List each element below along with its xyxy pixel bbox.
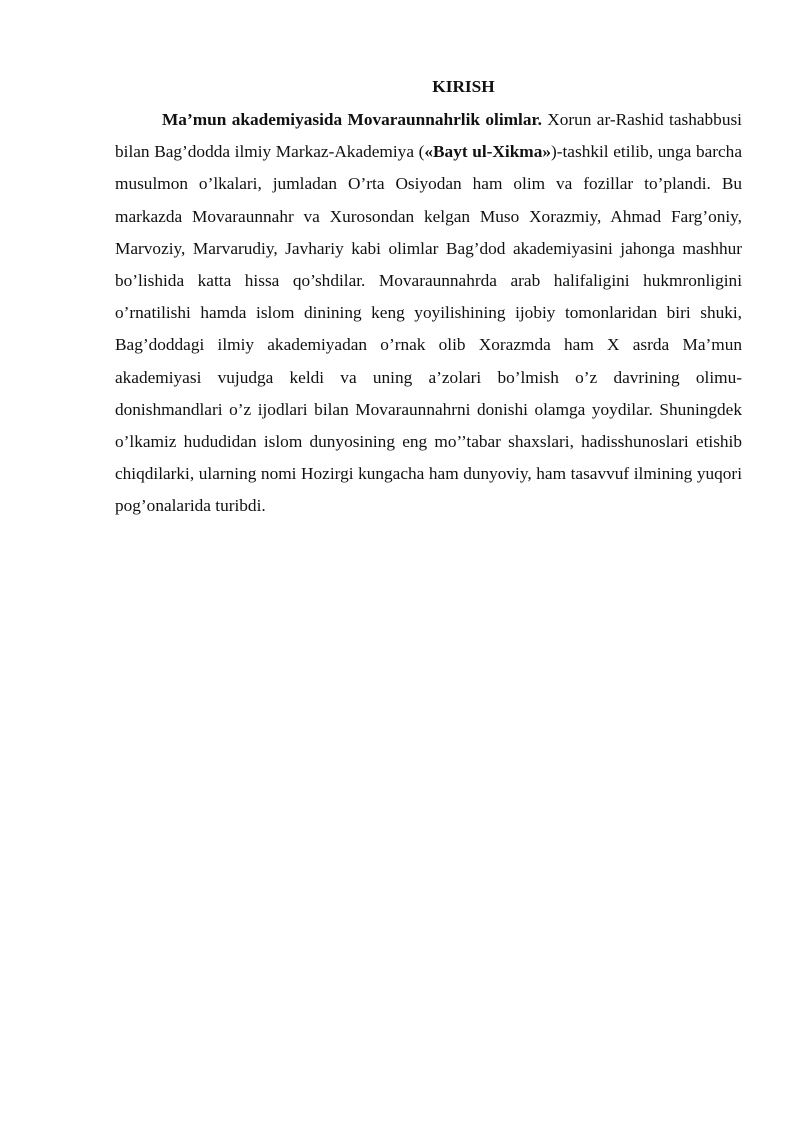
document-body <box>115 74 742 523</box>
paragraph-text-part-1: Xorun ar-Rashid tashabbusi bilan Bag’dodda ilmiy Markaz-Akademiya ( <box>115 110 742 162</box>
paragraph-lead-title: Ma’mun akademiyasida Movaraunnahrlik olimlar. <box>162 110 542 129</box>
body-paragraph <box>115 104 742 523</box>
paragraph-text-part-2: )-tashkil etilib, unga barcha musulmon o’lkalari, jumladan O’rta Osiyodan ham olim va fozillar to’plandi. Bu markazda Movaraunnahr va Xurosondan kelgan Muso Xorazmiy, Ahmad Farg’oniy, Marvoziy, Marvarudiy, Javhariy kabi olimlar Bag’dod akademiyasini jahonga mashhur bo’lishida katta hissa qo’shdilar. Movaraunnahrda arab halifaligini hukmronligini o’rnatilishi hamda islom dinining keng yoyilishining ijobiy tomonlaridan biri shuki, Bag’doddagi ilmiy akademiyadan o’rnak olib Xorazmda ham X asrda Ma’mun akademiyasi vujudga keldi va uning a’zolari bo’lmish o’z davrining olimu-donishmandlari o’z ijodlari bilan Movaraunnahrni donishi olamga yoydilar. Shuningdek o’lkamiz hududidan islom dunyosining eng mo’’tabar shaxslari, hadisshunoslari etishib chiqdilarki, ularning nomi Hozirgi kungacha ham dunyoviy, ham tasavvuf ilmining yuqori pog’onalarida turibdi. <box>115 142 742 516</box>
institution-name: «Bayt ul-Xikma» <box>424 142 551 162</box>
section-heading: KIRISH <box>432 77 495 96</box>
